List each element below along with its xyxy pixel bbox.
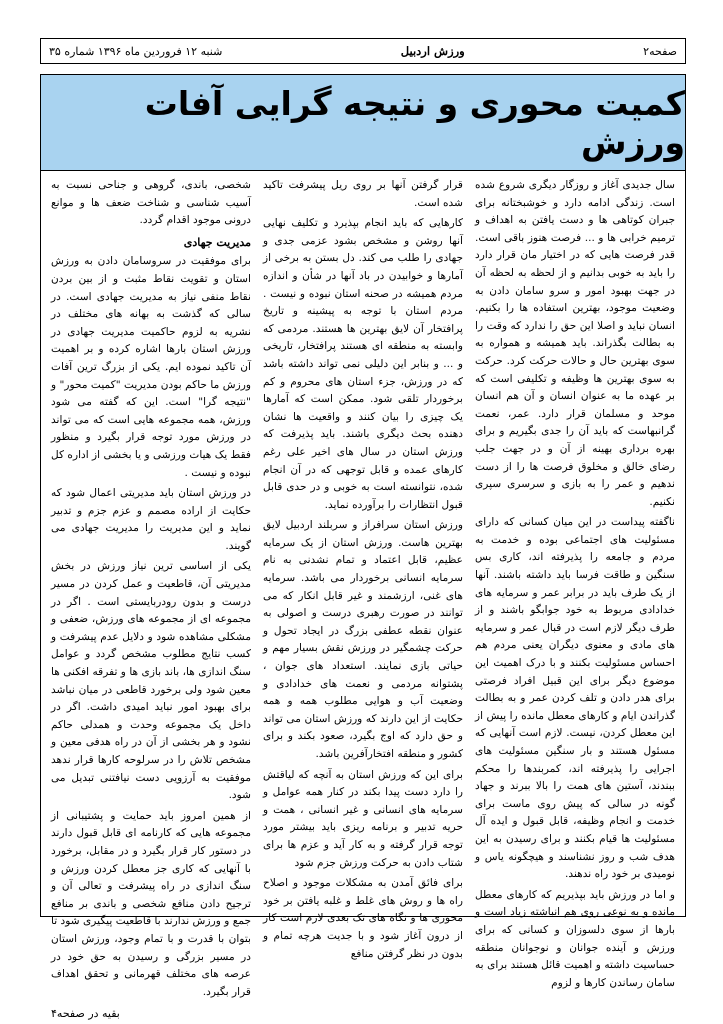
paragraph: قرار گرفتن آنها بر روی ریل پیشرفت تاکید شده است. <box>263 179 463 209</box>
paragraph: کارهایی که باید انجام بپذیرد و تکلیف نهایی آنها روشن و مشخص بشود عزمی جدی و جهادی را طلب می کند. دل بستن به برخی از آمارها و خوابیدن در باد آنها در شأن و اندازه مردم همیشه در صحنه استان نبوده و نیست . مردم استان با توجه به پیشینه و تاریخ پرافتخار آن لایق بهترین ها هستند. مردمی که وابسته به منطقه ای هستند پرافتخار، تاریخی و ... و بنابر این دلیلی نمی تواند داشته باشد که در ورزش، جزء استان های محروم و کم برخوردار تلقی شود. ممکن است که آمارها یک چیزی را بیان کنند و واقعیت ها نشان دهنده بحث دیگری باشند. باید پذیرفت که ورزش استان در سال های اخیر علی رغم کارهای عمده و قابل توجهی که در آن انجام شده، نتوانسته است به خوبی و در حدی قابل قبول انتظارات را برآورده نماید. <box>263 217 463 511</box>
newspaper-page <box>40 38 686 1021</box>
article-frame <box>40 74 686 1021</box>
page-number: صفحه۲ <box>643 44 677 58</box>
article-title: کمیت محوری و نتیجه گرایی آفات ورزش <box>144 83 685 162</box>
title-banner <box>41 75 685 171</box>
paragraph: برای این که ورزش استان به آنچه که لیاقتش را دارد دست پیدا بکند در کنار همه عوامل و سرمایه های انسانی و غیر انسانی ، همت و حریه تدبیر و برنامه ریزی باید بیشتر مورد توجه قرار گرفته و به کار آید و عزم ها برای شتاب دادن به حرکت ورزش جزم شود <box>263 768 463 869</box>
article-columns <box>41 171 685 1021</box>
paragraph: ورزش استان سرافراز و سربلند اردبیل لایق بهترین هاست. ورزش استان از یک سرمایه عظیم، قابل اعتماد و تمام نشدنی به نام سرمایه انسانی برخوردار می باشد. سرمایه های غنی، ارزشمند و غیر قابل انکار که می توانند در صورت رهبری درست و اصولی به عنوان نقطه عطفی بزرگ در ایجاد تحول و حرکت چشمگیر در ورزش نقش بسیار مهم و حیاتی بازی نمایند. استعداد های جوان ، پشتوانه مردمی و نعمت های خدادادی و وضعیت آب و هوایی مطلوب همه و همه حکایت از این دارند که ورزش استان می تواند و حق دارد که اوج بگیرد، صعود بکند و برای کشور و منطقه افتخارآفرین باشد. <box>263 519 463 760</box>
date-issue: شنبه ۱۲ فروردین ماه ۱۳۹۶ شماره ۳۵ <box>49 44 223 58</box>
paragraph: شخصی، باندی، گروهی و جناحی نسبت به آسیب شناسی و شناخت ضعف ها و موانع درونی موجود اقدام گردد. <box>51 179 251 227</box>
paragraph: در ورزش استان باید مدیریتی اعمال شود که حکایت از اراده مصمم و عزم جزم و تدبیر نماید و این مدیریت را مدیریت جهادی می گویند. <box>51 487 251 552</box>
column-left <box>45 177 257 1021</box>
column-right <box>469 177 681 989</box>
paragraph: از همین امروز باید حمایت و پشتیبانی از مجموعه هایی که کارنامه ای قابل قبول دارند در دستور کار قرار بگیرد و در مقابل، برخورد با آنهایی که کاری جز معطل کردن ورزش و سنگ اندازی در راه پیشرفت و تعالی آن و ترجیح دادن منافع شخصی و باندی بر منافع جمع و ورزش ندارند با قاطعیت پیگیری شود تا بتوان با قدرت و با تمام وجود، ورزش استان در مسیر بزرگی و رسیدن به حق خود در عرصه های مختلف قهرمانی و تحقق اهداف قرار بگیرد. <box>51 809 251 998</box>
continued-note: بقیه در صفحه۴ <box>51 1007 120 1021</box>
column-middle <box>257 177 469 960</box>
paragraph: و اما در ورزش باید بپذیریم که کارهای معطل مانده و به نوعی روی هم انباشته زیاد است و بارها از سوی دلسوزان و کسانی که برای ورزش و آینده جوانان و نوجوانان منطقه حساسیت داشته و اهمیت قائل هستند برای به سامان رساندن کارها و لزوم <box>475 888 675 989</box>
paragraph: سال جدیدی آغاز و روزگار دیگری شروع شده است. زندگی ادامه دارد و خوشبختانه برای جبران کوتاهی ها و دست یافتن به اهداف و ترمیم خرابی ها و ... فرصت هنوز باقی است. قدر فرصت هایی که در اختیار مان قرار دارد را باید به خوبی بدانیم و از لحظه به لحظه آن در جهت بهبود امور و سرو سامان دادن به وضعیت موجود، بهترین استفاده ها را بکنیم. انسان نباید و اصلا این حق را ندارد که وقت را به بطالت بگذراند. باید همیشه و همواره به سوی بهترین حال و حالات حرکت کرد. حرکت به سوی بهترین ها وظیفه و تکلیفی است که بر عهده ما به عنوان انسان و آن هم انسان موحد و مسلمان قرار دارد. عمر، نعمت گرانبهاست که باید آن را جدی بگیریم و برای بهره برداری بهینه از آن و در جهت جلب رضای خالق و مخلوق فرصت ها را از دست ندهیم و عمر را به بازی و سرسری سپری نکنیم. <box>475 179 675 508</box>
page-header <box>40 38 686 64</box>
publication-name: ورزش اردبیل <box>400 44 465 58</box>
paragraph: یکی از اساسی ترین نیاز ورزش در بخش مدیریتی آن، قاطعیت و عمل کردن در مسیر درست و بدون رودربایستی است . اگر در مجموعه ای از مجموعه های ورزش، ضعفی و مشکلی مشاهده شود و دلایل عدم پیشرفت و کسب نتایج مطلوب مشخص گردد و عوامل سنگ اندازی ها، باند بازی ها و تفرقه افکنی ها معین شود ولی برخورد قاطعی در میان نباشد برای بهبود امور نباید امیدی داشت. اگر در داخل یک مجموعه وحدت و همدلی حاکم نشود و هر بخشی از آن در راه هدفی معین و مشخص تلاش را در سرلوحه کارها قرار ندهد موفقیت به آرزویی دست نیافتنی تبدیل می شود. <box>51 560 251 802</box>
paragraph: ناگفته پیداست در این میان کسانی که دارای مسئولیت های اجتماعی بوده و خدمت به مردم و جامعه را پذیرفته اند، کاری بس سنگین و طاقت فرسا باید داشته باشند. آنها از یک طرف باید در برابر عمر و سرمایه های خدادادی مربوط به خود جوابگو باشند و از طرف دیگر لازم است در قبال عمر و سرمایه های مادی و معنوی دیگران یعنی مردم هم احساس مسئولیت بکنند و با درک اهمیت این موضوع دیگر برای این قبیل افراد فرصتی برای هدر دادن و تلف کردن عمر و به بطالت گذراندن ایام و کارهای معطل مانده را پیش از این معطل کردن، نیست. لازم است آنهایی که مسئول هستند و بار سنگین مسئولیت های اجرایی را پذیرفته اند، کمربندها را محکم ببندند، آستین های همت را بالا ببرند و جهاد گونه در سالی که پیش روی ماست برای خدمت و انجام وظیفه، قابل قبول و ایده آل مسئولیت ها قیام بکنند و برای رسیدن به این هدف شب و روز نشناسند و هیچگونه یاس و نومیدی بر خود راه ندهند. <box>475 516 675 881</box>
section-heading: مدیریت جهادی <box>183 235 251 249</box>
paragraph: برای فائق آمدن به مشکلات موجود و اصلاح راه ها و روش های غلط و غلبه یافتن بر خود محوری ها و نگاه های تک بعدی لازم است کار از درون آغاز شود و با جدیت هرچه تمام و بدون در نظر گرفتن منافع <box>263 877 463 960</box>
paragraph: برای موفقیت در سروسامان دادن به ورزش استان و تقویت نقاط مثبت و از بین بردن نقاط منفی نیاز به مدیریت جهادی است. در سالی که گذشت به بهانه های مختلف در نشریه به لزوم حاکمیت مدیریت جهادی در ورزش استان بارها اشاره کرده و بر اهمیت آن تاکید نموده ایم. یکی از بزرگ ترین آفات ورزش ما حاکم بودن مدیریت "کمیت محور" و "نتیجه گرا" است. این که گفته می شود ورزش، همه مجموعه هایی است که می تواند در ورزش مورد توجه قرار بگیرد و منظور فقط یک هیات ورزشی و یا بخشی از اداره کل نبوده و نیست . <box>50 255 251 479</box>
